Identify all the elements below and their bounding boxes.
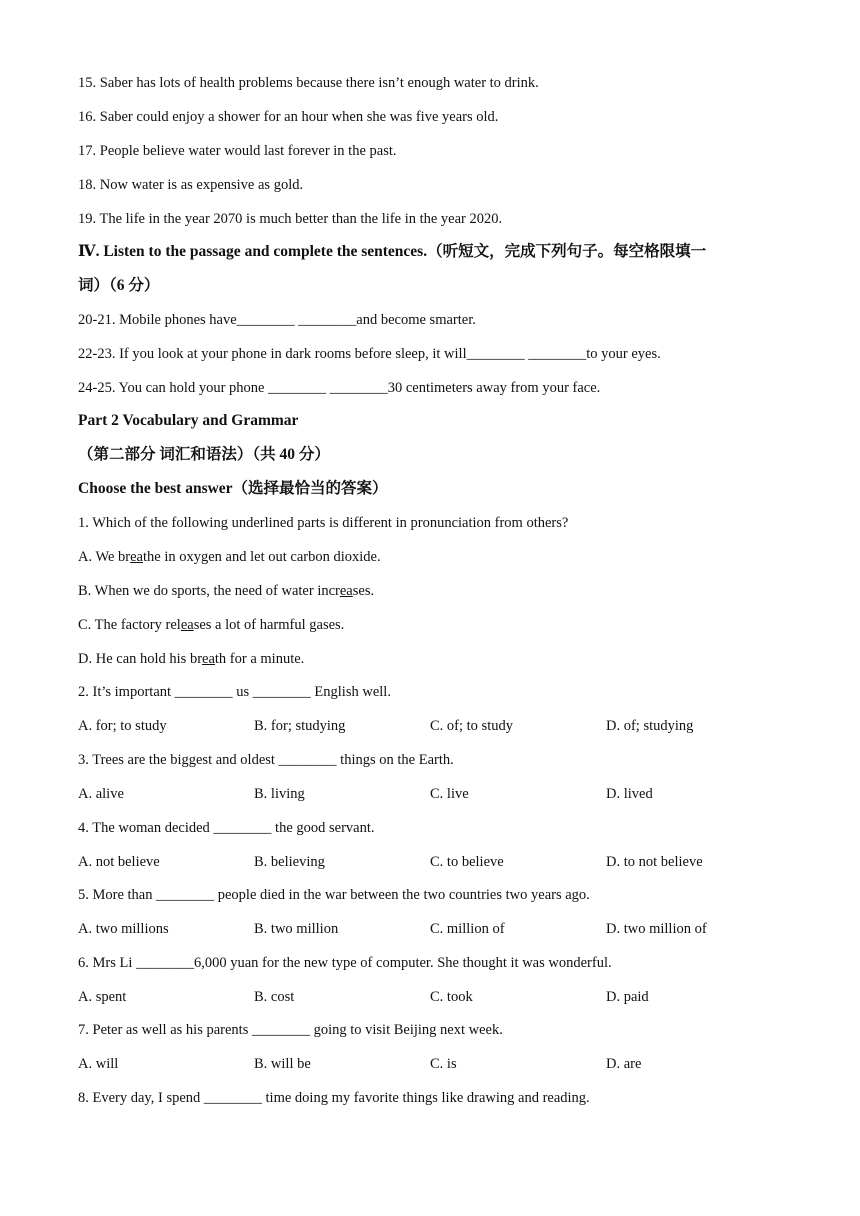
statement-17: 17. People believe water would last forever in the past.	[78, 143, 397, 159]
sentence-20-21: 20-21. Mobile phones have________ ________and become smarter.	[78, 312, 476, 328]
question-8-stem: 8. Every day, I spend ________ time doing my favorite things like drawing and reading.	[78, 1090, 590, 1106]
question-1-option-b: B. When we do sports, the need of water increases.	[78, 583, 375, 599]
statement-18: 18. Now water is as expensive as gold.	[78, 177, 304, 193]
question-3-stem: 3. Trees are the biggest and oldest ________ things on the Earth.	[78, 752, 454, 768]
question-6-option-b: B. cost	[254, 989, 295, 1005]
sentence-22-23: 22-23. If you look at your phone in dark rooms before sleep, it will________ ________to your eyes.	[78, 346, 661, 362]
question-3-option-a: A. alive	[78, 786, 124, 802]
question-4-option-d: D. to not believe	[606, 854, 703, 870]
part-2-title: Part 2 Vocabulary and Grammar	[78, 412, 299, 429]
statement-19: 19. The life in the year 2070 is much better than the life in the year 2020.	[78, 211, 503, 227]
question-1-stem: 1. Which of the following underlined parts is different in pronunciation from others?	[78, 515, 569, 531]
question-5-option-b: B. two million	[254, 921, 339, 937]
section-4-heading: Ⅳ. Listen to the passage and complete the sentences.（听短文，完成下列句子。每空格限填一	[78, 243, 707, 260]
sentence-24-25: 24-25. You can hold your phone ________ ________30 centimeters away from your face.	[78, 380, 601, 396]
question-6-option-a: A. spent	[78, 989, 127, 1005]
question-4-option-a: A. not believe	[78, 854, 160, 870]
question-2-option-a: A. for; to study	[78, 718, 167, 734]
question-4-option-c: C. to believe	[430, 854, 504, 870]
question-5-stem: 5. More than ________ people died in the war between the two countries two years ago.	[78, 887, 590, 903]
instruction: Choose the best answer（选择最恰当的答案）	[78, 480, 388, 497]
question-2-option-b: B. for; studying	[254, 718, 346, 734]
question-6-option-c: C. took	[430, 989, 473, 1005]
question-5-option-a: A. two millions	[78, 921, 169, 937]
question-7-option-b: B. will be	[254, 1056, 311, 1072]
question-7-option-d: D. are	[606, 1056, 642, 1072]
question-7-option-a: A. will	[78, 1056, 119, 1072]
part-2-subtitle: （第二部分 词汇和语法）（共 40 分）	[78, 446, 330, 463]
question-4-stem: 4. The woman decided ________ the good servant.	[78, 820, 375, 836]
question-2-stem: 2. It’s important ________ us ________ English well.	[78, 684, 391, 700]
statement-15: 15. Saber has lots of health problems because there isn’t enough water to drink.	[78, 75, 539, 91]
question-1-option-d: D. He can hold his breath for a minute.	[78, 651, 305, 667]
section-4-heading-cont: 词）（6 分）	[78, 277, 160, 294]
question-7-stem: 7. Peter as well as his parents ________ going to visit Beijing next week.	[78, 1022, 503, 1038]
question-6-stem: 6. Mrs Li ________6,000 yuan for the new type of computer. She thought it was wonderful.	[78, 955, 612, 971]
question-2-option-c: C. of; to study	[430, 718, 513, 734]
question-1-option-c: C. The factory releases a lot of harmful gases.	[78, 617, 345, 633]
question-6-option-d: D. paid	[606, 989, 649, 1005]
question-5-option-c: C. million of	[430, 921, 505, 937]
question-3-option-d: D. lived	[606, 786, 653, 802]
question-5-option-d: D. two million of	[606, 921, 707, 937]
question-3-option-c: C. live	[430, 786, 469, 802]
question-1-option-a: A. We breathe in oxygen and let out carbon dioxide.	[78, 549, 381, 565]
statement-16: 16. Saber could enjoy a shower for an hour when she was five years old.	[78, 109, 499, 125]
question-3-option-b: B. living	[254, 786, 305, 802]
question-2-option-d: D. of; studying	[606, 718, 694, 734]
question-7-option-c: C. is	[430, 1056, 457, 1072]
question-4-option-b: B. believing	[254, 854, 325, 870]
